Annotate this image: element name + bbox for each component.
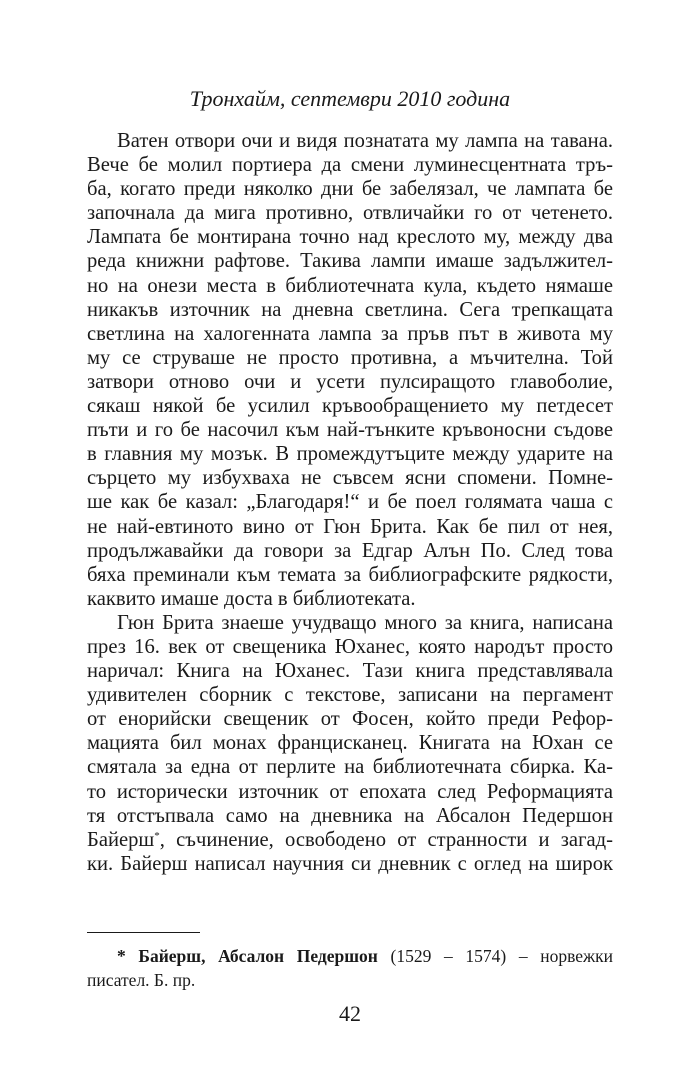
text-line: през 16. век от свещеника Юханес, която народът просто: [87, 635, 613, 658]
text-line: светлина на халогенната лампа за пръв път в живота му: [87, 322, 613, 345]
text-line: Ватен отвори очи и видя познатата му лампа на тавана.: [117, 130, 613, 152]
text-line: удивителен сборник с текстове, записани на пергамент: [87, 684, 613, 707]
footnote-ref-word: Байерш: [87, 828, 155, 851]
text-line: то исторически източник от епохата след Реформацията: [87, 780, 613, 803]
footnote: [87, 944, 613, 992]
text-line: ше как бе казал: „Благодаря!“ и бе поел голямата чаша с: [87, 491, 613, 514]
book-page: [87, 0, 613, 1077]
footnote-line: писател. Б. пр.: [87, 970, 196, 990]
body-text: [87, 129, 613, 876]
text-line: ба, когато преди няколко дни бе забелязал, че лампата бе: [87, 178, 613, 201]
text-line: бяха преминали към темата за библиографските рядкости,: [87, 563, 613, 586]
text-line: затвори отново очи и усети пулсиращото главоболие,: [87, 370, 613, 393]
text-line: Гюн Брита знаеше учудващо много за книга, написана: [117, 611, 613, 634]
text-line-rest: , съчинение, освободено от странности и загад-: [159, 828, 613, 851]
footnote-marker: *: [154, 829, 160, 842]
text-line: сякаш някой бе усилил кръвообращението му петдесет: [87, 395, 613, 418]
footnote-separator: [87, 932, 200, 933]
text-line: сърцето му избухваха не съвсем ясни спомени. Помне-: [87, 467, 613, 490]
text-line: от енорийски свещеник от Фосен, който преди Рефор-: [87, 708, 613, 731]
text-line: никакъв източник на дневна светлина. Сега трепкащата: [87, 298, 613, 321]
text-line: Лампата бе монтирана точно над креслото му, между два: [87, 226, 613, 249]
text-line: смятала за една от перлите на библиотечната сбирка. Ка-: [87, 756, 613, 779]
footnote-name: Байерш, Абсалон Педершон: [138, 946, 378, 966]
chapter-heading: Тронхайм, септември 2010 година: [189, 86, 511, 111]
page-number: 42: [339, 1001, 361, 1026]
text-line: мацията бил монах францисканец. Книгата на Юхан се: [87, 732, 613, 755]
text-line: не най-евтиното вино от Гюн Брита. Как бе пил от нея,: [87, 515, 613, 538]
text-line: каквито имаше доста в библиотеката.: [87, 587, 416, 610]
text-line: тя отстъпвала само на дневника на Абсалон Педершон: [87, 804, 613, 827]
text-line: Вече бе молил портиера да смени луминесцентната тръ-: [87, 154, 613, 177]
text-line: наричал: Книга на Юханес. Тази книга представлявала: [87, 660, 613, 683]
text-line: продължавайки да говори за Едгар Алън По. След това: [87, 539, 613, 562]
text-line: реда книжни рафтове. Такива лампи имаше задължител-: [87, 250, 613, 273]
footnote-marker-bold: *: [117, 946, 126, 966]
text-line: започнала да мига противно, отвличайки го от четенето.: [87, 202, 613, 225]
text-line: ки. Байерш написал научния си дневник с оглед на широк: [87, 852, 613, 875]
text-line: но на онези места в библиотечната кула, където нямаше: [87, 274, 613, 297]
footnote-dates: (1529 – 1574) – норвежки: [377, 946, 613, 966]
footnote-line: [87, 944, 613, 968]
text-line: в главния му мозък. В промеждутъците между ударите на: [87, 443, 613, 466]
text-line-with-footnote-ref: [87, 828, 613, 852]
text-line: пъти и го бе насочил към най-тънките кръвоносни съдове: [87, 419, 613, 442]
text-line: му се струваше не просто противна, а мъчителна. Той: [87, 346, 613, 369]
